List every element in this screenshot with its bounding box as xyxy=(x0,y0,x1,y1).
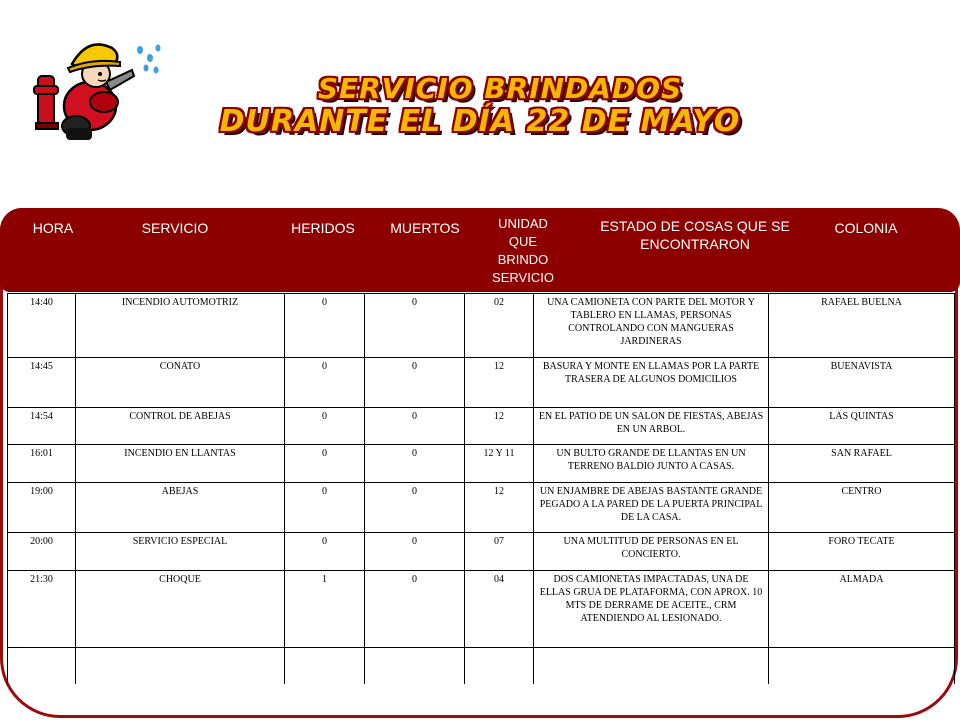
table-row xyxy=(8,408,955,445)
cell-hora: 14:40 xyxy=(8,294,76,358)
cell-servicio: INCENDIO EN LLANTAS xyxy=(76,445,285,483)
cell-muertos: 0 xyxy=(365,294,465,358)
header-servicio: SERVICIO xyxy=(141,220,209,236)
cell-muertos: 0 xyxy=(365,533,465,571)
header-unidad-line3: BRINDO xyxy=(497,252,549,267)
cell-estado: DOS CAMIONETAS IMPACTADAS, UNA DE ELLAS GRUA DE PLATAFORMA, CON APROX. 10 MTS DE DERRAME DE ACEITE., CRM ATENDIENDO AL LESIONADO. xyxy=(534,571,769,648)
cell-hora: 20:00 xyxy=(8,533,76,571)
cell-hora: 16:01 xyxy=(8,445,76,483)
cell-estado: UN ENJAMBRE DE ABEJAS BASTANTE GRANDE PEGADO A LA PARED DE LA PUERTA PRINCIPAL DE LA CASA. xyxy=(534,483,769,533)
cell-estado: BASURA Y MONTE EN LLAMAS POR LA PARTE TRASERA DE ALGUNOS DOMICILIOS xyxy=(534,358,769,408)
page-title-line2: DURANTE EL DÍA 22 DE MAYO xyxy=(219,104,741,139)
cell-unidad: 12 xyxy=(465,358,534,408)
cell-estado: UN BULTO GRANDE DE LLANTAS EN UN TERRENO BALDIO JUNTO A CASAS. xyxy=(534,445,769,483)
cell-heridos: 0 xyxy=(285,483,365,533)
cell-estado: UNA CAMIONETA CON PARTE DEL MOTOR Y TABLERO EN LLAMAS, PERSONAS CONTROLANDO CON MANGUERAS JARDINERAS xyxy=(534,294,769,358)
cell-heridos xyxy=(285,648,365,685)
cell-colonia: SAN RAFAEL xyxy=(769,445,955,483)
table-row xyxy=(8,533,955,571)
cell-colonia: LAS QUINTAS xyxy=(769,408,955,445)
cell-servicio xyxy=(76,648,285,685)
cell-muertos: 0 xyxy=(365,483,465,533)
cell-unidad: 02 xyxy=(465,294,534,358)
cell-servicio: INCENDIO AUTOMOTRIZ xyxy=(76,294,285,358)
cell-estado: UNA MULTITUD DE PERSONAS EN EL CONCIERTO. xyxy=(534,533,769,571)
table-row xyxy=(8,358,955,408)
header-muertos: MUERTOS xyxy=(390,220,460,236)
table-header xyxy=(0,208,960,292)
cell-muertos: 0 xyxy=(365,445,465,483)
header-hora: HORA xyxy=(32,220,74,236)
cell-heridos: 0 xyxy=(285,533,365,571)
table-row xyxy=(8,648,955,685)
cell-heridos: 0 xyxy=(285,445,365,483)
cell-estado: EN EL PATIO DE UN SALON DE FIESTAS, ABEJAS EN UN ARBOL. xyxy=(534,408,769,445)
cell-muertos: 0 xyxy=(365,571,465,648)
table-row xyxy=(8,294,955,358)
cell-colonia: CENTRO xyxy=(769,483,955,533)
cell-colonia xyxy=(769,648,955,685)
cell-unidad: 07 xyxy=(465,533,534,571)
cell-hora xyxy=(8,648,76,685)
header-unidad-line4: SERVICIO xyxy=(492,270,554,285)
cell-unidad: 04 xyxy=(465,571,534,648)
cell-servicio: ABEJAS xyxy=(76,483,285,533)
header-unidad xyxy=(478,215,568,287)
services-table xyxy=(7,293,955,684)
cell-servicio: SERVICIO ESPECIAL xyxy=(76,533,285,571)
cell-heridos: 0 xyxy=(285,358,365,408)
cell-unidad: 12 xyxy=(465,408,534,445)
header-colonia: COLONIA xyxy=(834,220,898,236)
cell-hora: 14:45 xyxy=(8,358,76,408)
table-row xyxy=(8,445,955,483)
page-title-line1: SERVICIO BRINDADOS xyxy=(317,72,683,105)
cell-unidad: 12 Y 11 xyxy=(465,445,534,483)
cell-heridos: 1 xyxy=(285,571,365,648)
cell-hora: 19:00 xyxy=(8,483,76,533)
header-estado: ESTADO DE COSAS QUE SE ENCONTRARON xyxy=(600,218,790,252)
cell-muertos: 0 xyxy=(365,408,465,445)
cell-servicio: CONATO xyxy=(76,358,285,408)
cell-unidad xyxy=(465,648,534,685)
header-unidad-line2: QUE xyxy=(508,234,538,249)
cell-servicio: CONTROL DE ABEJAS xyxy=(76,408,285,445)
table-row xyxy=(8,571,955,648)
cell-colonia: RAFAEL BUELNA xyxy=(769,294,955,358)
cell-muertos: 0 xyxy=(365,358,465,408)
cell-colonia: BUENAVISTA xyxy=(769,358,955,408)
table-row xyxy=(8,483,955,533)
cell-colonia: FORO TECATE xyxy=(769,533,955,571)
cell-heridos: 0 xyxy=(285,294,365,358)
header-unidad-line1: UNIDAD xyxy=(498,216,548,231)
cell-hora: 21:30 xyxy=(8,571,76,648)
cell-estado xyxy=(534,648,769,685)
cell-unidad: 12 xyxy=(465,483,534,533)
cell-heridos: 0 xyxy=(285,408,365,445)
cell-hora: 14:54 xyxy=(8,408,76,445)
cell-muertos xyxy=(365,648,465,685)
header-heridos: HERIDOS xyxy=(291,220,355,236)
cell-servicio: CHOQUE xyxy=(76,571,285,648)
cell-colonia: ALMADA xyxy=(769,571,955,648)
